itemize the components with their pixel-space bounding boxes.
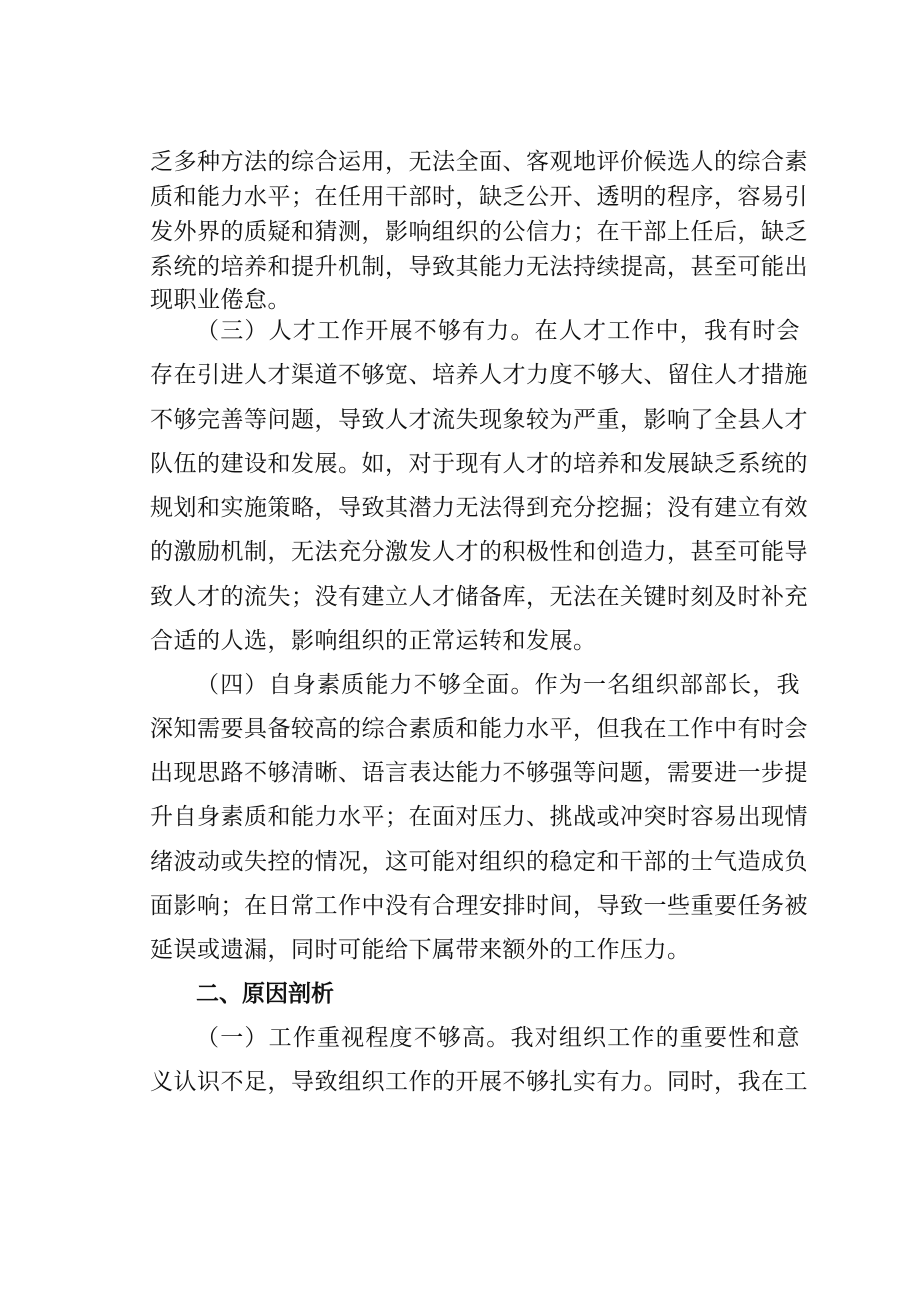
- text-line: 规划和实施策略，导致其潜力无法得到充分挖掘；没有建立有效: [150, 495, 808, 521]
- text-line: 面影响；在日常工作中没有合理安排时间，导致一些重要任务被: [150, 893, 808, 919]
- text-line: 深知需要具备较高的综合素质和能力水平，但我在工作中有时会: [150, 716, 808, 742]
- text-line: 队伍的建设和发展。如，对于现有人才的培养和发展缺乏系统的: [150, 451, 808, 477]
- text-line: 现职业倦怠。: [150, 287, 291, 313]
- text-line: （四）自身素质能力不够全面。作为一名组织部部长，我: [196, 672, 800, 698]
- text-line: 不够完善等问题，导致人才流失现象较为严重，影响了全县人才: [150, 407, 808, 433]
- text-line: 发外界的质疑和猜测，影响组织的公信力；在干部上任后，缺乏: [150, 219, 808, 245]
- text-line: 质和能力水平；在任用干部时，缺乏公开、透明的程序，容易引: [150, 184, 808, 210]
- text-line: 升自身素质和能力水平；在面对压力、挑战或冲突时容易出现情: [150, 804, 808, 830]
- text-line: 的激励机制，无法充分激发人才的积极性和创造力，甚至可能导: [150, 539, 808, 565]
- text-line: 存在引进人才渠道不够宽、培养人才力度不够大、留住人才措施: [150, 362, 808, 388]
- section-heading: 二、原因剖析: [196, 981, 334, 1007]
- text-line: 义认识不足，导致组织工作的开展不够扎实有力。同时，我在工: [150, 1069, 808, 1095]
- text-line: 绪波动或失控的情况，这可能对组织的稳定和干部的士气造成负: [150, 849, 808, 875]
- text-line: 合适的人选，影响组织的正常运转和发展。: [150, 628, 597, 654]
- text-line: 乏多种方法的综合运用，无法全面、客观地评价候选人的综合素: [150, 149, 808, 175]
- text-line: （一）工作重视程度不够高。我对组织工作的重要性和意: [196, 1025, 800, 1051]
- text-line: （三）人才工作开展不够有力。在人才工作中，我有时会: [196, 318, 800, 344]
- text-line: 系统的培养和提升机制，导致其能力无法持续提高，甚至可能出: [150, 254, 808, 280]
- text-line: 致人才的流失；没有建立人才储备库，无法在关键时刻及时补充: [150, 584, 808, 610]
- text-line: 出现思路不够清晰、语言表达能力不够强等问题，需要进一步提: [150, 760, 808, 786]
- text-line: 延误或遗漏，同时可能给下属带来额外的工作压力。: [150, 937, 691, 963]
